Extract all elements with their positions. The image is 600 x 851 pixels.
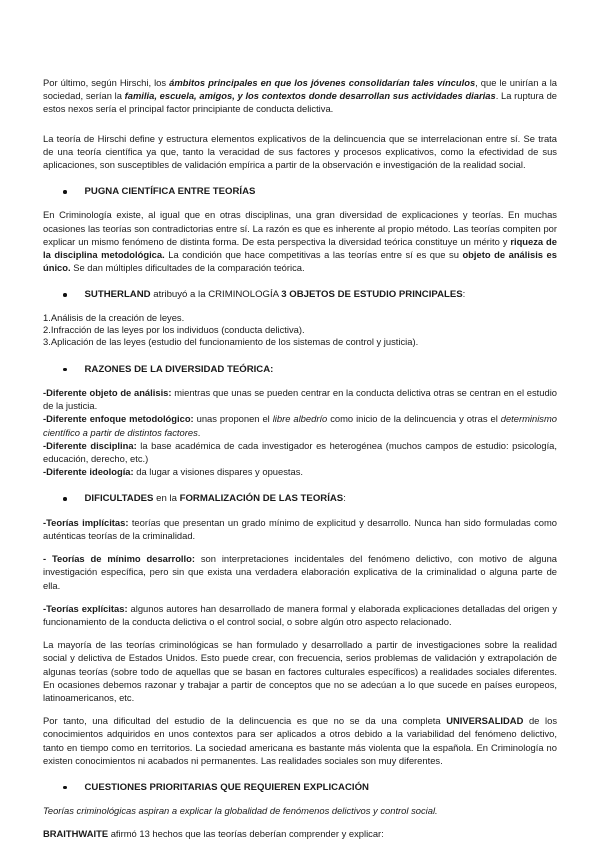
heading-text: PUGNA CIENTÍFICA ENTRE TEORÍAS (84, 186, 256, 198)
text: mientras que unas se pueden centrar en la conducta delictiva otras se centran en el estudio de la justicia. (43, 387, 557, 412)
emphasis: -Diferente enfoque metodológico: (43, 413, 194, 425)
heading-text: CUESTIONES PRIORITARIAS QUE REQUIEREN EXPLICACIÓN (84, 781, 369, 793)
bullet-icon (63, 190, 67, 194)
emphasis: FORMALIZACIÓN DE LAS TEORÍAS (179, 493, 344, 505)
text: Por último, según Hirschi, los (43, 77, 170, 88)
section-heading-cuestiones (43, 781, 557, 794)
paragraph-pugna (43, 208, 557, 274)
paragraph-hirschi-ambitos (43, 76, 557, 116)
emphasis: Teorías criminológicas aspiran a explicar la globalidad de fenómenos delictivos y control social. (43, 805, 438, 817)
section-heading-pugna (43, 185, 557, 198)
text: , que le unirían a la sociedad, serían la (43, 77, 557, 102)
emphasis: objeto de análisis es único. (43, 249, 557, 274)
text: En Criminología existe, al igual que en otras disciplinas, una gran diversidad de explicaciones y teorías. En muchas ocasiones las teorías son contradictorias entre sí. La razón es que es inherente al propio método. Las teorías compiten por explicar un mismo fenómeno de distinta forma. De esta perspectiva la diversidad teórica constituye un mérito y (43, 209, 557, 247)
reason-ideologia (43, 465, 557, 478)
paragraph-hirschi-teoria: La teoría de Hirschi define y estructura elementos explicativos de la delincuencia que se interrelacionan entre sí. Se trata de una teoría científica ya que, tanto la veracidad de sus factores y procesos explicativos, como la efectividad de sus aplicaciones, son susceptibles de validación empírica a partir de la observación e investigación de la realidad social. (43, 132, 557, 171)
list-item: 1.Análisis de la creación de leyes. (43, 311, 185, 323)
text: La condición que hace competitivas a las teorías entre sí es que su (164, 249, 463, 261)
text: Se dan múltiples dificultades de la comparación teórica. (70, 262, 305, 274)
text: la base académica de cada investigador es heterogénea (muchos campos de estudio: psicología, educación, derecho, etc.) (43, 439, 557, 465)
section-heading-sutherland (43, 288, 557, 301)
bullet-icon (63, 786, 67, 790)
list-item: 2.Infracción de las leyes por los individuos (conducta delictiva). (43, 324, 305, 336)
text: . (197, 426, 201, 438)
reason-disciplina (43, 439, 557, 465)
emphasis: familia, escuela, amigos, y los contextos donde desarrollan sus actividades diarias (124, 90, 496, 102)
bullet-icon (63, 368, 67, 372)
emphasis: UNIVERSALIDAD (446, 715, 524, 727)
text: : (462, 289, 466, 301)
paragraph-mayoria: La mayoría de las teorías criminológicas se han formulado y desarrollado a partir de investigaciones sobre la realidad social y delictiva de Estados Unidos. Esto puede crear, con frecuencia, serios problemas de validación y extrapolación de algunas teorías (sobre todo de aquellas que se basan en factores culturales específicos) a realidades sociales diferentes. En ocasiones debemos razonar y trabajar a partir de conceptos que no se adecúan a lo que sucede en países europeos, latinoamericanos, etc. (43, 639, 557, 703)
objects-list (43, 312, 557, 349)
text: atribuyó a la CRIMINOLOGÍA (150, 289, 282, 301)
reason-enfoque (43, 412, 557, 438)
emphasis: libre albedrío (272, 413, 328, 425)
emphasis: 3 OBJETOS DE ESTUDIO PRINCIPALES (281, 289, 463, 301)
text: teorías que presentan un grado mínimo de explicitud y desarrollo. Nunca han sido formuladas como auténticas teorías de la criminalidad. (43, 516, 557, 541)
difficulty-implicitas (43, 516, 557, 542)
text: unas proponen el (193, 413, 273, 425)
emphasis: BRAITHWAITE (43, 828, 109, 840)
emphasis: riqueza de la disciplina metodológica. (43, 235, 557, 261)
document-page (43, 76, 557, 851)
text: de los conocimientos adquiridos en unos contextos para ser aplicados a otros debido a la variabilidad del fenómeno delictivo, tanto en tiempo como en territorios. La sociedad americana es bastante más violenta que la española. En Criminología no existen conocimientos ni acabados ni permanentes. Las realidades sociales son muy diferentes. (43, 715, 558, 766)
emphasis: -Diferente objeto de análisis: (43, 387, 172, 399)
heading-text: RAZONES DE LA DIVERSIDAD TEÓRICA: (84, 363, 274, 375)
text: Por tanto, una dificultad del estudio de la delincuencia es que no se da una completa (43, 715, 447, 727)
difficulty-explicitas (43, 602, 557, 628)
text: da lugar a visiones dispares y opuestas. (133, 466, 304, 478)
emphasis: - Teorías de mínimo desarrollo: (43, 553, 195, 565)
text: . La ruptura de estos nexos sería el principal factor principiante de conducta delictiva. (43, 90, 557, 115)
text: : (343, 493, 346, 505)
difficulty-minimo (43, 552, 557, 592)
emphasis: SUTHERLAND (84, 289, 151, 301)
text: son interpretaciones incidentales del fenómeno delictivo, con motivo de alguna investigación específica, pero sin que exista una verdadera elaboración explicativa de la criminalidad o alguna parte de ella. (43, 553, 557, 591)
bullet-icon (63, 293, 67, 297)
bullet-icon (63, 497, 67, 501)
paragraph-aspiracion (43, 804, 557, 817)
text: algunos autores han desarrollado de manera formal y elaborada explicaciones detalladas del origen y funcionamiento de la conducta delictiva o el control social, o sobre algún otro aspecto relacionado. (43, 602, 558, 627)
paragraph-universalidad (43, 714, 557, 767)
text: en la (153, 493, 180, 505)
section-heading-razones (43, 363, 557, 376)
emphasis: -Diferente disciplina: (43, 439, 137, 451)
emphasis: ámbitos principales en que los jóvenes consolidarían tales vínculos (169, 77, 476, 88)
text: como inicio de la delincuencia y otras el (327, 413, 501, 425)
section-heading-dificultades (43, 492, 557, 505)
emphasis: DIFICULTADES (84, 493, 154, 505)
emphasis: -Teorías explícitas: (43, 602, 128, 614)
emphasis: -Diferente ideología: (43, 466, 134, 478)
emphasis: determinismo científico a partir de distintos factores (43, 413, 558, 438)
list-item: 3.Aplicación de las leyes (estudio del funcionamiento de los sistemas de control y justicia). (43, 336, 419, 348)
paragraph-braithwaite (43, 827, 557, 840)
text: afirmó 13 hechos que las teorías deberían comprender y explicar: (108, 828, 384, 840)
emphasis: -Teorías implícitas: (43, 516, 129, 528)
reason-objeto (43, 386, 557, 412)
